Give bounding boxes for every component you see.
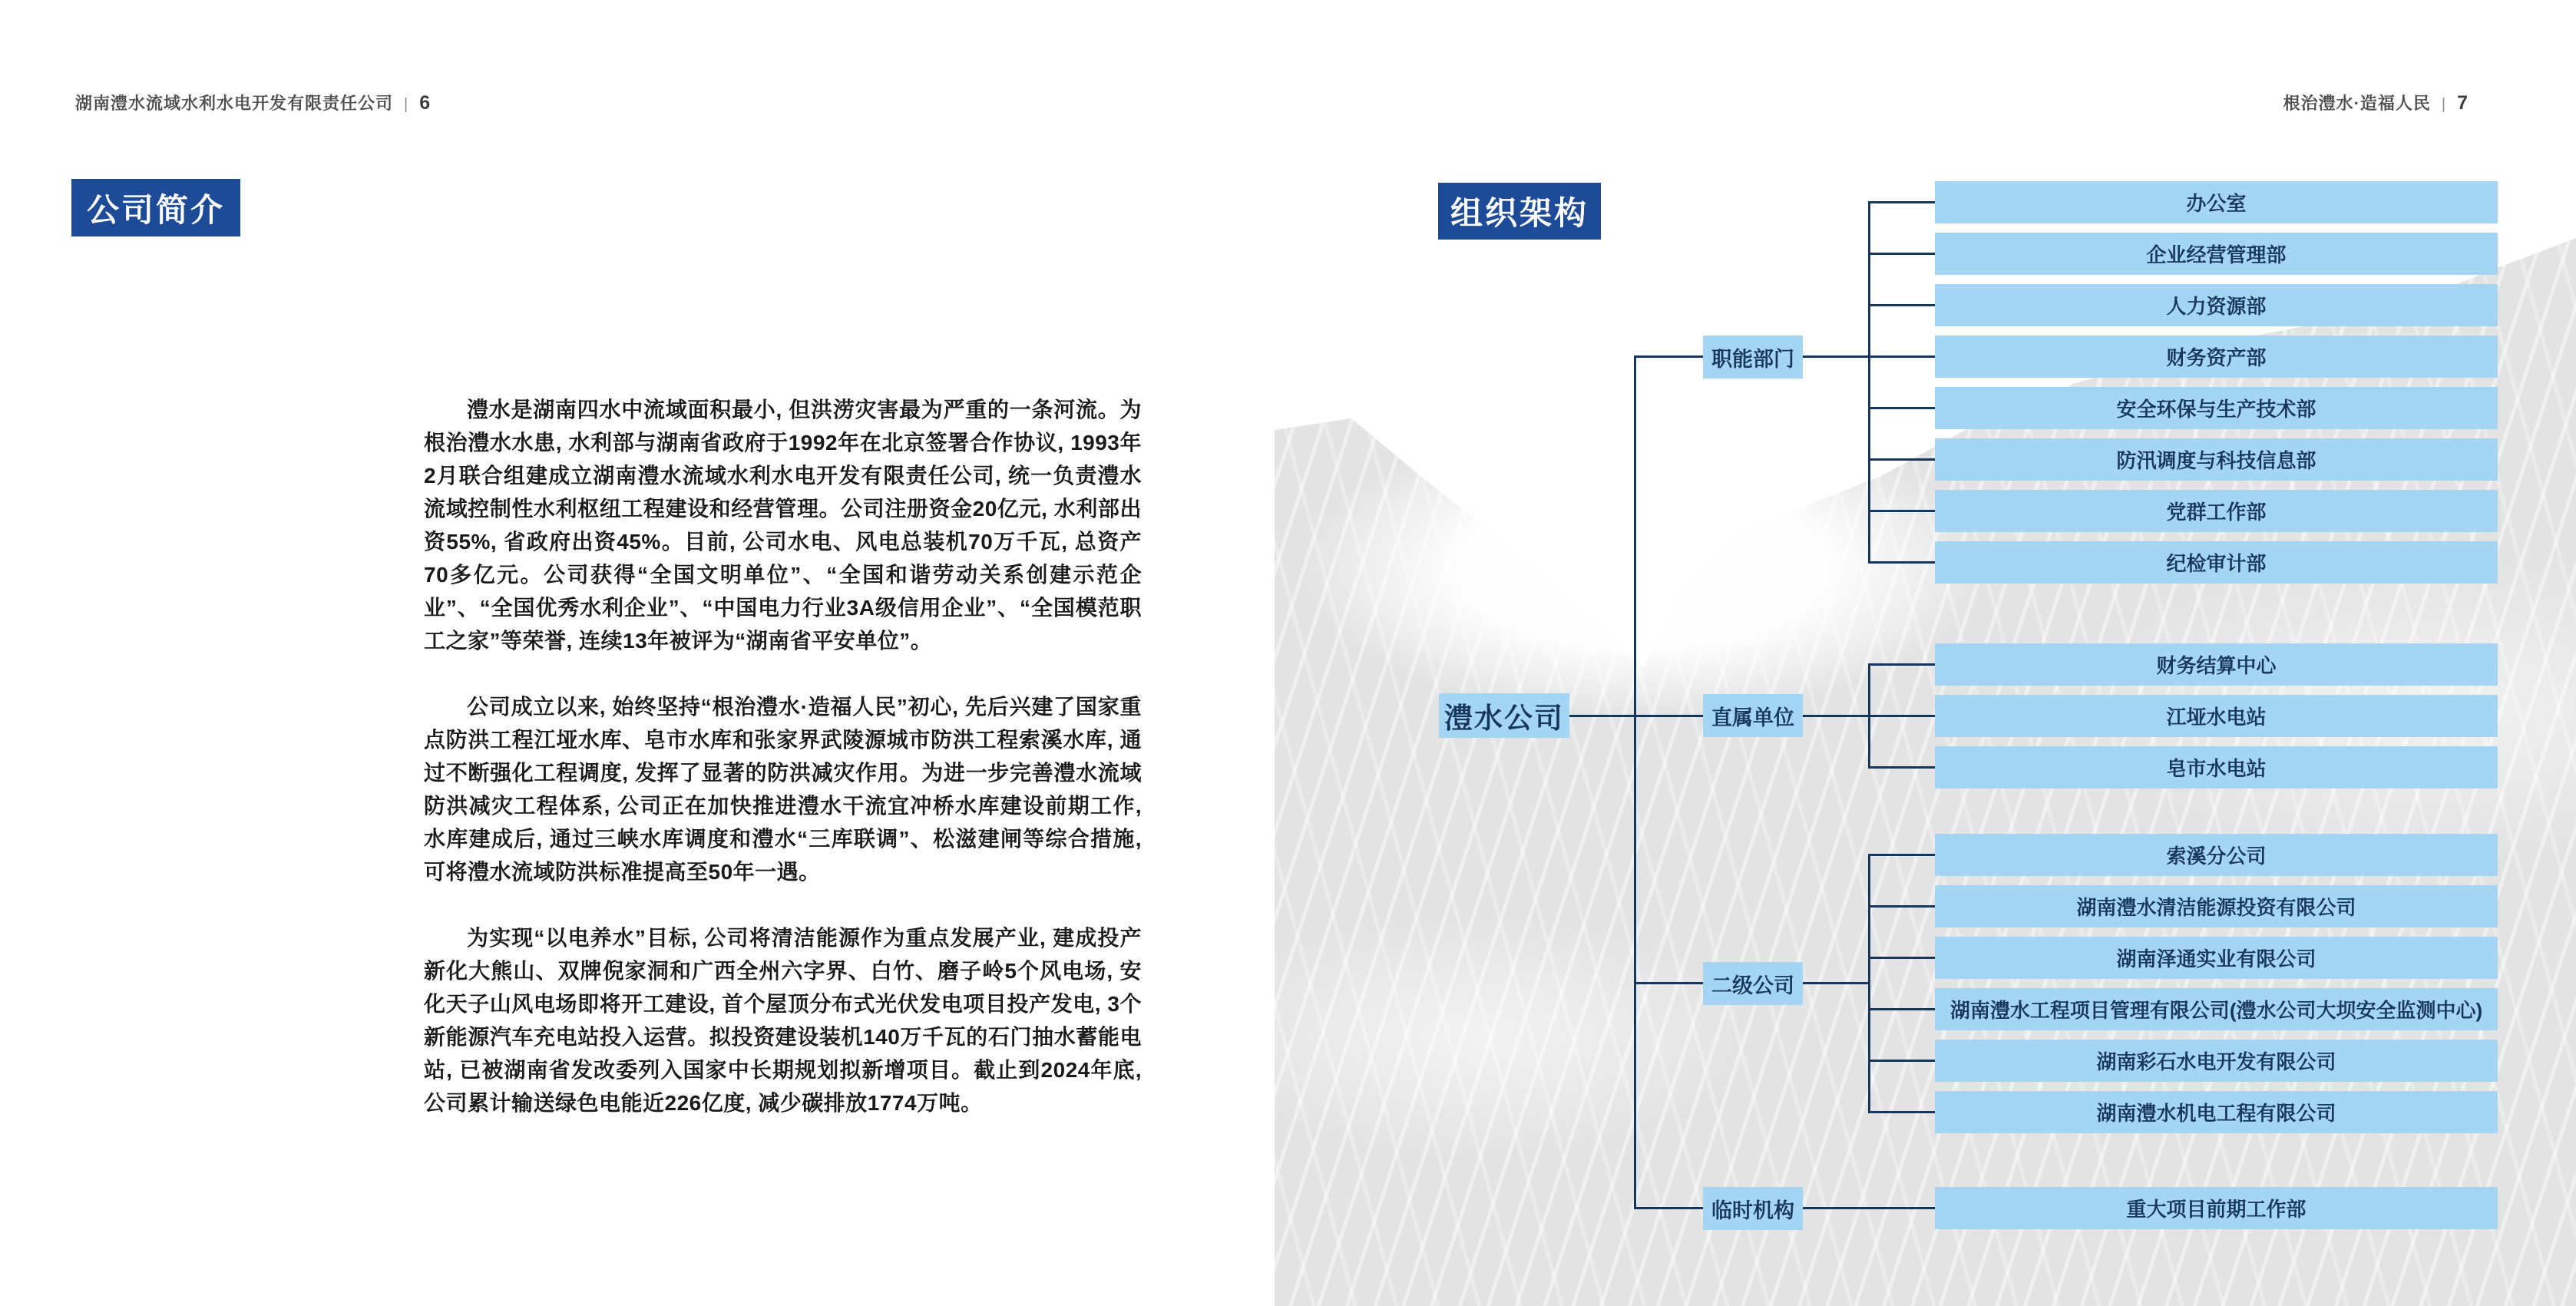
org-category-direct-units: 直属单位 (1703, 694, 1803, 737)
connector-stub (1868, 1008, 1937, 1010)
org-node: 索溪分公司 (1935, 834, 2498, 876)
org-node: 湖南澧水清洁能源投资有限公司 (1935, 885, 2498, 927)
connector-stub (1868, 854, 1937, 856)
connector-branch (1634, 982, 1703, 984)
intro-paragraph-1: 澧水是湖南四水中流域面积最小, 但洪涝灾害最为严重的一条河流。为根治澧水水患, 水利部与湖南省政府于1992年在北京签署合作协议, 1993年2月联合组建成立湖南澧水流域水利水电开发有限责任公司, 统一负责澧水流域控制性水利枢纽工程建设和经营管理。公司注册资金20亿元, 水利部出资55%, 省政府出资45%。目前, 公司水电、风电总装机70万千瓦, 总资产70多亿元。公司获得“全国文明单位”、“全国和谐劳动关系创建示范企业”、“全国优秀水利企业”、“中国电力行业3A级信用企业”、“全国模范职工之家”等荣誉, 连续13年被评为“湖南省平安单位”。 (424, 398, 1142, 653)
org-node: 湖南彩石水电开发有限公司 (1935, 1040, 2498, 1082)
connector-stub (1868, 715, 1937, 717)
connector-stub (1868, 1060, 1937, 1062)
connector-category-out (1803, 715, 1868, 717)
connector-group-spine (1868, 854, 1870, 1113)
connector-trunk (1634, 355, 1636, 1209)
connector-stub (1868, 957, 1937, 959)
connector-stub (1868, 1111, 1937, 1113)
connector-stub (1868, 253, 1937, 255)
header-company-name: 湖南澧水流域水利水电开发有限责任公司 (75, 94, 394, 113)
connector-category-out (1803, 355, 1868, 358)
intro-paragraph-2: 公司成立以来, 始终坚持“根治澧水·造福人民”初心, 先后兴建了国家重点防洪工程江垭水库、皂市水库和张家界武陵源城市防洪工程索溪水库, 通过不断强化工程调度, 发挥了显著的防洪减灾作用。为进一步完善澧水流域防洪减灾工程体系, 公司正在加快推进澧水干流宜冲桥水库建设前期工作, 水库建成后, 通过三峡水库调度和澧水“三库联调”、松滋建闸等综合措施, 可将澧水流域防洪标准提高至50年一遇。 (424, 695, 1142, 884)
connector-category-out (1803, 982, 1868, 984)
org-node: 纪检审计部 (1935, 541, 2498, 584)
header-separator: | (2441, 96, 2447, 113)
connector-branch (1634, 355, 1703, 358)
org-node: 党群工作部 (1935, 490, 2498, 532)
section-title-org-structure (1438, 183, 1601, 240)
org-node: 湖南澧水机电工程有限公司 (1935, 1091, 2498, 1133)
org-category-second-tier-companies: 二级公司 (1703, 962, 1803, 1005)
connector-stub (1868, 561, 1937, 564)
company-intro-text (424, 393, 1142, 1152)
connector-stub (1868, 663, 1937, 666)
connector-stub (1868, 355, 1937, 358)
org-node: 人力资源部 (1935, 284, 2498, 326)
connector-root (1569, 715, 1703, 717)
connector-branch (1634, 1207, 1703, 1209)
connector-stub (1868, 766, 1937, 769)
connector-stub (1868, 458, 1937, 461)
section-title-text: 组织架构 (1450, 195, 1589, 231)
org-node: 皂市水电站 (1935, 746, 2498, 789)
connector-stub (1868, 510, 1937, 512)
connector-stub (1868, 407, 1937, 409)
org-node: 湖南泽通实业有限公司 (1935, 937, 2498, 979)
page-header-right (2283, 91, 2469, 114)
org-node: 办公室 (1935, 181, 2498, 223)
org-node: 湖南澧水工程项目管理有限公司(澧水公司大坝安全监测中心) (1935, 988, 2498, 1030)
org-node: 财务资产部 (1935, 336, 2498, 378)
org-node: 企业经营管理部 (1935, 233, 2498, 275)
page-number-left: 6 (419, 92, 432, 114)
org-node: 重大项目前期工作部 (1935, 1187, 2498, 1229)
intro-paragraph-3: 为实现“以电养水”目标, 公司将清洁能源作为重点发展产业, 建成投产新化大熊山、双牌倪家洞和广西全州六字界、白竹、磨子岭5个风电场, 安化天子山风电场即将开工建设, 首个屋顶分布式光伏发电项目投产发电, 3个新能源汽车充电站投入运营。拟投资建设装机140万千瓦的石门抽水蓄能电站, 已被湖南省发改委列入国家中长期规划拟新增项目。截止到2024年底, 公司累计输送绿色电能近226亿度, 减少碳排放1774万吨。 (424, 926, 1142, 1115)
header-separator: | (404, 96, 409, 113)
connector-stub (1868, 905, 1937, 908)
org-node: 财务结算中心 (1935, 643, 2498, 686)
org-root-label: 澧水公司 (1444, 703, 1564, 734)
connector-stub (1868, 201, 1937, 203)
page-header-left (75, 91, 431, 114)
org-node: 防汛调度与科技信息部 (1935, 438, 2498, 481)
connector-category-out (1803, 1207, 1935, 1209)
section-title-text: 公司简介 (86, 191, 225, 228)
header-slogan: 根治澧水·造福人民 (2283, 94, 2431, 113)
org-category-temporary-organs: 临时机构 (1703, 1187, 1803, 1230)
org-node: 安全环保与生产技术部 (1935, 387, 2498, 429)
org-node: 江垭水电站 (1935, 695, 2498, 737)
section-title-company-intro (71, 179, 240, 236)
org-category-functional-departments: 职能部门 (1703, 336, 1803, 379)
connector-stub (1868, 304, 1937, 306)
page-number-right: 7 (2457, 92, 2469, 114)
org-root-node (1439, 693, 1569, 738)
